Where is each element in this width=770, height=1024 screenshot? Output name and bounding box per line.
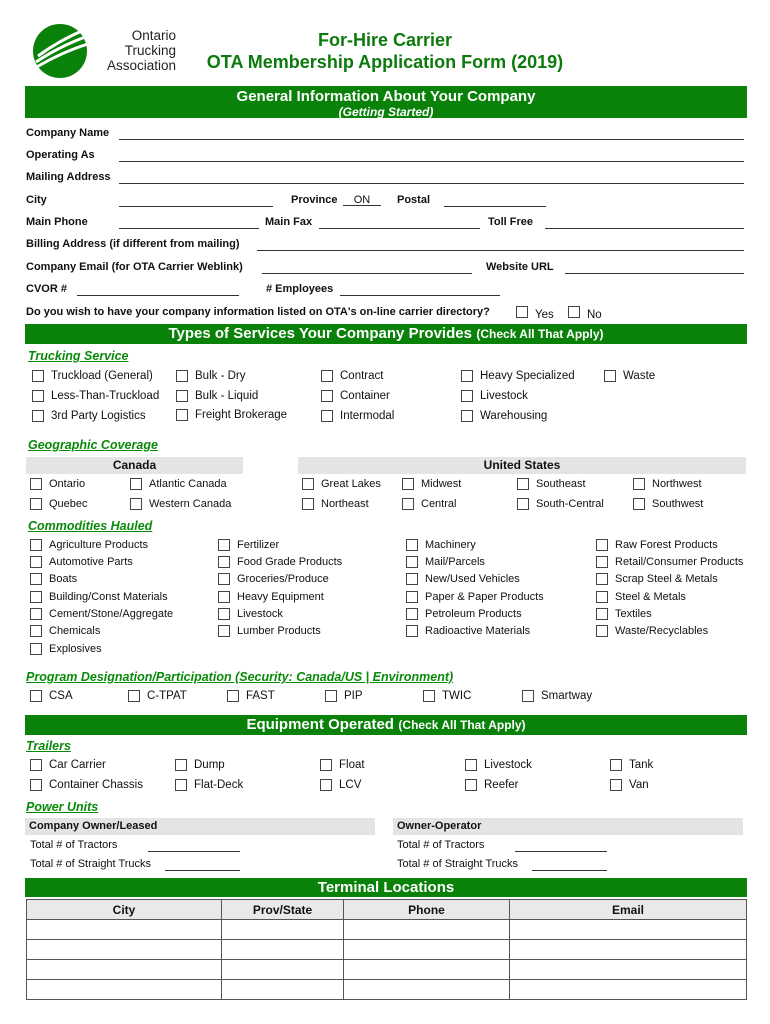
checkbox-steel-metals[interactable]: Steel & Metals	[596, 591, 686, 603]
checkbox-groceries[interactable]: Groceries/Produce	[218, 573, 329, 585]
table-cell[interactable]	[27, 980, 222, 1000]
checkbox-car-carrier[interactable]: Car Carrier	[30, 759, 106, 771]
table-cell[interactable]	[344, 960, 510, 980]
table-row	[27, 920, 747, 940]
trucking-service-heading: Trucking Service	[28, 349, 129, 363]
province-field[interactable]: ON	[343, 194, 381, 206]
directory-yes-checkbox[interactable]: Yes	[516, 303, 554, 321]
checkbox-northeast[interactable]: Northeast	[302, 498, 369, 510]
terminal-banner: Terminal Locations	[25, 878, 747, 897]
checkbox-quebec[interactable]: Quebec	[30, 498, 88, 510]
checkbox-livestock-trailer[interactable]: Livestock	[465, 759, 532, 771]
checkbox-scrap-steel[interactable]: Scrap Steel & Metals	[596, 573, 718, 585]
ota-logo	[30, 22, 176, 80]
column-phone: Phone	[344, 900, 510, 920]
checkbox-agriculture[interactable]: Agriculture Products	[30, 539, 148, 551]
form-title-1: For-Hire Carrier	[317, 30, 453, 50]
table-cell[interactable]	[222, 920, 344, 940]
checkbox-warehousing[interactable]: Warehousing	[461, 410, 547, 422]
checkbox-central[interactable]: Central	[402, 498, 456, 510]
website-url-field[interactable]	[565, 262, 744, 274]
tractors-field-operator[interactable]	[515, 840, 607, 852]
ota-logo-icon	[30, 22, 90, 80]
column-city: City	[27, 900, 222, 920]
straight-trucks-field-operator[interactable]	[532, 859, 607, 871]
table-cell[interactable]	[222, 980, 344, 1000]
table-row	[27, 980, 747, 1000]
checkbox-atlantic-canada[interactable]: Atlantic Canada	[130, 478, 227, 490]
checkbox-float[interactable]: Float	[320, 759, 365, 771]
geographic-coverage-heading: Geographic Coverage	[28, 438, 158, 452]
checkbox-vehicles[interactable]: New/Used Vehicles	[406, 573, 520, 585]
checkbox-boats[interactable]: Boats	[30, 573, 77, 585]
checkbox-lumber[interactable]: Lumber Products	[218, 625, 321, 637]
checkbox-van[interactable]: Van	[610, 779, 649, 791]
employees-field[interactable]	[340, 284, 500, 296]
power-units-heading: Power Units	[26, 800, 99, 814]
checkbox-paper[interactable]: Paper & Paper Products	[406, 591, 544, 603]
checkbox-machinery[interactable]: Machinery	[406, 539, 476, 551]
table-header-row	[27, 900, 747, 920]
united-states-header: United States	[298, 457, 746, 474]
table-row	[27, 960, 747, 980]
checkbox-ontario[interactable]: Ontario	[30, 478, 85, 490]
table-cell[interactable]	[27, 920, 222, 940]
checkbox-western-canada[interactable]: Western Canada	[130, 498, 231, 510]
table-cell[interactable]	[344, 940, 510, 960]
checkbox-livestock-service[interactable]: Livestock	[461, 390, 528, 402]
straight-trucks-label-operator: Total # of Straight Trucks	[397, 858, 519, 870]
owner-leased-header: Company Owner/Leased	[25, 818, 375, 835]
checkbox-retail[interactable]: Retail/Consumer Products	[596, 556, 743, 568]
toll-free-field[interactable]	[545, 217, 744, 229]
checkbox-fast[interactable]: FAST	[227, 690, 275, 702]
billing-address-label: Billing Address (if different from mailing)	[26, 238, 240, 250]
table-cell[interactable]	[510, 920, 747, 940]
checkbox-bulk-liquid[interactable]: Bulk - Liquid	[176, 390, 258, 402]
toll-free-label: Toll Free	[488, 216, 534, 228]
tractors-field-leased[interactable]	[148, 840, 240, 852]
table-cell[interactable]	[510, 980, 747, 1000]
table-cell[interactable]	[510, 960, 747, 980]
employees-label: # Employees	[266, 283, 334, 295]
checkbox-textiles[interactable]: Textiles	[596, 608, 652, 620]
postal-field[interactable]	[444, 195, 546, 207]
company-email-field[interactable]	[262, 262, 472, 274]
column-email: Email	[510, 900, 747, 920]
main-phone-label: Main Phone	[26, 216, 88, 228]
main-fax-field[interactable]	[319, 217, 480, 229]
checkbox-fertilizer[interactable]: Fertilizer	[218, 539, 279, 551]
services-banner: Types of Services Your Company Provides (Check All That Apply)	[25, 324, 747, 344]
website-url-label: Website URL	[486, 261, 554, 273]
checkbox-building-materials[interactable]: Building/Const Materials	[30, 591, 168, 603]
checkbox-chemicals[interactable]: Chemicals	[30, 625, 100, 637]
checkbox-food-grade[interactable]: Food Grade Products	[218, 556, 342, 568]
checkbox-mail-parcels[interactable]: Mail/Parcels	[406, 556, 485, 568]
checkbox-pip[interactable]: PIP	[325, 690, 363, 702]
tractors-label-leased: Total # of Tractors	[30, 839, 118, 851]
province-label: Province	[291, 194, 338, 206]
checkbox-automotive-parts[interactable]: Automotive Parts	[30, 556, 133, 568]
checkbox-explosives[interactable]: Explosives	[30, 643, 102, 655]
table-cell[interactable]	[344, 920, 510, 940]
checkbox-contract[interactable]: Contract	[321, 370, 383, 382]
checkbox-south-central[interactable]: South-Central	[517, 498, 604, 510]
checkbox-container[interactable]: Container	[321, 390, 390, 402]
checkbox-bulk-dry[interactable]: Bulk - Dry	[176, 370, 245, 382]
equipment-banner: Equipment Operated (Check All That Apply)	[25, 715, 747, 735]
program-heading: Program Designation/Participation (Security: Canada/US | Environment)	[26, 670, 454, 684]
owner-operator-header: Owner-Operator	[393, 818, 743, 835]
main-phone-field[interactable]	[119, 217, 259, 229]
directory-question: Do you wish to have your company information listed on OTA's on-line carrier directory?	[26, 306, 490, 318]
canada-header: Canada	[26, 457, 243, 474]
checkbox-great-lakes[interactable]: Great Lakes	[302, 478, 381, 490]
table-row	[27, 940, 747, 960]
form-title-2: OTA Membership Application Form (2019)	[206, 52, 564, 72]
checkbox-waste[interactable]: Waste	[604, 370, 655, 382]
general-info-banner: General Information About Your Company (Getting Started)	[25, 86, 747, 118]
straight-trucks-field-leased[interactable]	[165, 859, 240, 871]
table-cell[interactable]	[510, 940, 747, 960]
commodities-heading: Commodities Hauled	[28, 519, 153, 533]
table-cell[interactable]	[27, 960, 222, 980]
checkbox-northwest[interactable]: Northwest	[633, 478, 702, 490]
tractors-label-operator: Total # of Tractors	[397, 839, 485, 851]
checkbox-midwest[interactable]: Midwest	[402, 478, 461, 490]
checkbox-radioactive[interactable]: Radioactive Materials	[406, 625, 530, 637]
checkbox-southeast[interactable]: Southeast	[517, 478, 586, 490]
company-name-field[interactable]	[119, 128, 744, 140]
operating-as-field[interactable]	[119, 150, 744, 162]
table-cell[interactable]	[222, 960, 344, 980]
checkbox-freight-brokerage[interactable]: Freight Brokerage	[176, 409, 287, 421]
table-cell[interactable]	[222, 940, 344, 960]
main-fax-label: Main Fax	[265, 216, 313, 228]
logo-text: Ontario Trucking Association	[106, 28, 176, 73]
checkbox-twic[interactable]: TWIC	[423, 690, 471, 702]
checkbox-reefer[interactable]: Reefer	[465, 779, 519, 791]
checkbox-tank[interactable]: Tank	[610, 759, 653, 771]
checkbox-smartway[interactable]: Smartway	[522, 690, 592, 702]
directory-no-checkbox[interactable]: No	[568, 303, 602, 321]
terminal-locations-table	[26, 899, 747, 1000]
mailing-address-field[interactable]	[119, 172, 744, 184]
mailing-address-label: Mailing Address	[26, 171, 111, 183]
checkbox-3pl[interactable]: 3rd Party Logistics	[32, 410, 146, 422]
checkbox-heavy-specialized[interactable]: Heavy Specialized	[461, 370, 575, 382]
checkbox-intermodal[interactable]: Intermodal	[321, 410, 394, 422]
trailers-heading: Trailers	[26, 739, 71, 753]
checkbox-waste-recyclables[interactable]: Waste/Recyclables	[596, 625, 708, 637]
checkbox-ctpat[interactable]: C-TPAT	[128, 690, 187, 702]
company-name-label: Company Name	[26, 127, 110, 139]
checkbox-cement[interactable]: Cement/Stone/Aggregate	[30, 608, 173, 620]
checkbox-flat-deck[interactable]: Flat-Deck	[175, 779, 243, 791]
operating-as-label: Operating As	[26, 149, 95, 161]
column-prov-state: Prov/State	[222, 900, 344, 920]
checkbox-southwest[interactable]: Southwest	[633, 498, 703, 510]
straight-trucks-label-leased: Total # of Straight Trucks	[30, 858, 152, 870]
company-email-label: Company Email (for OTA Carrier Weblink)	[26, 261, 243, 273]
checkbox-truckload[interactable]: Truckload (General)	[32, 370, 153, 382]
cvor-label: CVOR #	[26, 283, 67, 295]
checkbox-ltl[interactable]: Less-Than-Truckload	[32, 390, 159, 402]
checkbox-livestock-commodity[interactable]: Livestock	[218, 608, 283, 620]
checkbox-container-chassis[interactable]: Container Chassis	[30, 779, 143, 791]
table-cell[interactable]	[344, 980, 510, 1000]
checkbox-lcv[interactable]: LCV	[320, 779, 361, 791]
checkbox-raw-forest[interactable]: Raw Forest Products	[596, 539, 718, 551]
checkbox-heavy-equipment[interactable]: Heavy Equipment	[218, 591, 324, 603]
city-field[interactable]	[119, 195, 273, 207]
checkbox-petroleum[interactable]: Petroleum Products	[406, 608, 522, 620]
city-label: City	[26, 194, 47, 206]
checkbox-csa[interactable]: CSA	[30, 690, 73, 702]
checkbox-dump[interactable]: Dump	[175, 759, 225, 771]
postal-label: Postal	[397, 194, 431, 206]
table-cell[interactable]	[27, 940, 222, 960]
billing-address-field[interactable]	[257, 239, 744, 251]
cvor-field[interactable]	[77, 284, 239, 296]
